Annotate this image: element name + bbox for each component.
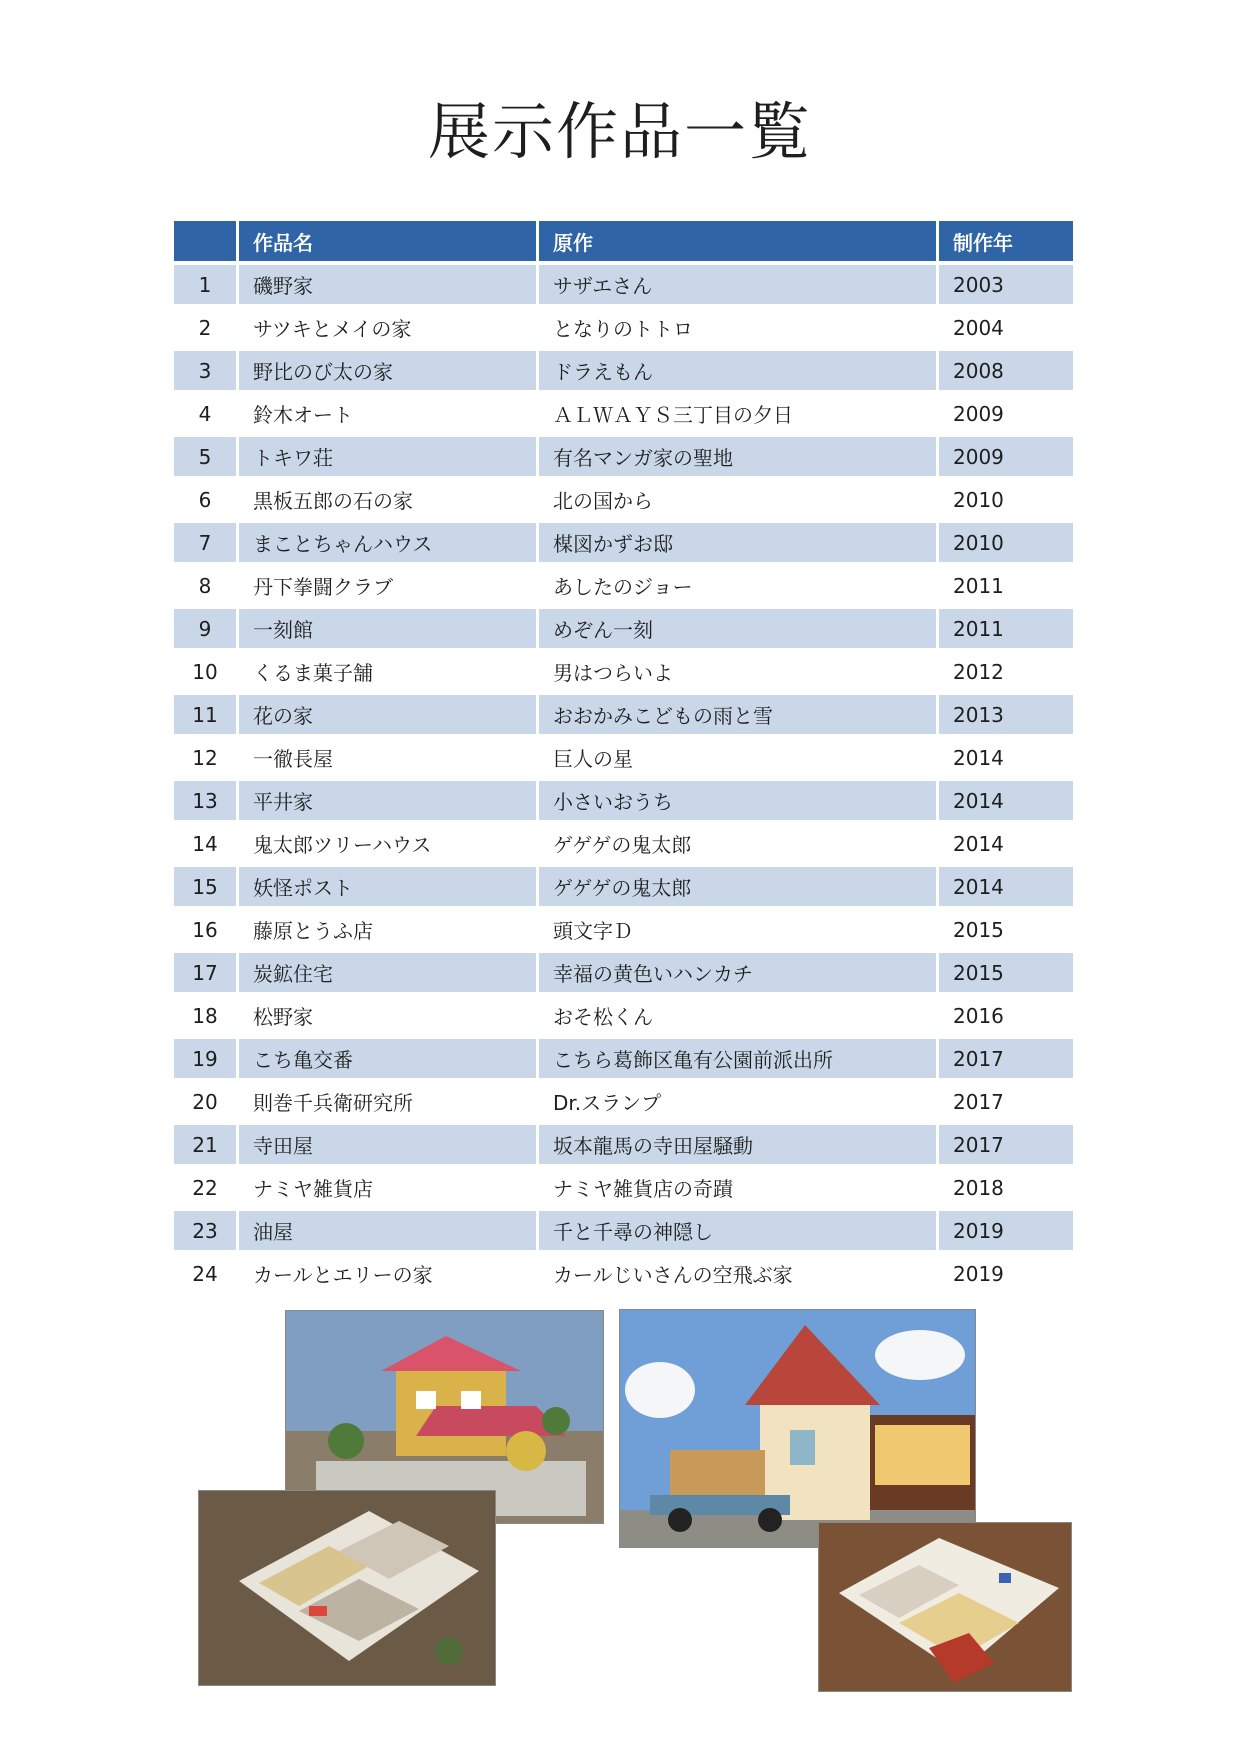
table-row <box>174 609 1073 648</box>
row-number: 12 <box>174 738 236 777</box>
work-name: 丹下拳闘クラブ <box>239 566 536 605</box>
work-name: 鬼太郎ツリーハウス <box>239 824 536 863</box>
work-name: 花の家 <box>239 695 536 734</box>
row-number: 19 <box>174 1039 236 1078</box>
row-number: 2 <box>174 308 236 347</box>
row-number: 15 <box>174 867 236 906</box>
table-row <box>174 1168 1073 1207</box>
original-title: カールじいさんの空飛ぶ家 <box>539 1254 936 1293</box>
table-row <box>174 953 1073 992</box>
work-name: 藤原とうふ店 <box>239 910 536 949</box>
row-number: 21 <box>174 1125 236 1164</box>
original-title: 頭文字Ｄ <box>539 910 936 949</box>
original-title: 小さいおうち <box>539 781 936 820</box>
original-title: 巨人の星 <box>539 738 936 777</box>
work-name: 寺田屋 <box>239 1125 536 1164</box>
original-title: 幸福の黄色いハンカチ <box>539 953 936 992</box>
header-number <box>174 221 236 261</box>
row-number: 4 <box>174 394 236 433</box>
row-number: 23 <box>174 1211 236 1250</box>
production-year: 2012 <box>939 652 1073 691</box>
original-title: 北の国から <box>539 480 936 519</box>
work-name: 野比のび太の家 <box>239 351 536 390</box>
table-row <box>174 781 1073 820</box>
row-number: 1 <box>174 265 236 304</box>
production-year: 2010 <box>939 523 1073 562</box>
production-year: 2014 <box>939 824 1073 863</box>
table-row <box>174 695 1073 734</box>
table-row <box>174 996 1073 1035</box>
work-name: 一徹長屋 <box>239 738 536 777</box>
row-number: 5 <box>174 437 236 476</box>
work-name: 黒板五郎の石の家 <box>239 480 536 519</box>
row-number: 16 <box>174 910 236 949</box>
original-title: おそ松くん <box>539 996 936 1035</box>
table-row <box>174 867 1073 906</box>
table-row <box>174 1254 1073 1293</box>
production-year: 2013 <box>939 695 1073 734</box>
page-title: 展示作品一覧 <box>427 95 812 168</box>
production-year: 2017 <box>939 1039 1073 1078</box>
photo-house-cutaway-interior <box>198 1490 496 1686</box>
work-name: 鈴木オート <box>239 394 536 433</box>
production-year: 2010 <box>939 480 1073 519</box>
table-row <box>174 738 1073 777</box>
work-name: 磯野家 <box>239 265 536 304</box>
table-row <box>174 1211 1073 1250</box>
table-row <box>174 824 1073 863</box>
row-number: 13 <box>174 781 236 820</box>
table-row <box>174 1082 1073 1121</box>
original-title: こちら葛飾区亀有公園前派出所 <box>539 1039 936 1078</box>
production-year: 2011 <box>939 566 1073 605</box>
work-name: 平井家 <box>239 781 536 820</box>
original-title: サザエさん <box>539 265 936 304</box>
work-name: くるま菓子舗 <box>239 652 536 691</box>
production-year: 2011 <box>939 609 1073 648</box>
photo-house-cutaway-japanese <box>818 1522 1072 1692</box>
work-name: 炭鉱住宅 <box>239 953 536 992</box>
work-name: 則巻千兵衛研究所 <box>239 1082 536 1121</box>
original-title: ナミヤ雑貨店の奇蹟 <box>539 1168 936 1207</box>
row-number: 7 <box>174 523 236 562</box>
production-year: 2004 <box>939 308 1073 347</box>
row-number: 24 <box>174 1254 236 1293</box>
production-year: 2015 <box>939 910 1073 949</box>
production-year: 2014 <box>939 781 1073 820</box>
work-name: カールとエリーの家 <box>239 1254 536 1293</box>
original-title: 坂本龍馬の寺田屋騒動 <box>539 1125 936 1164</box>
production-year: 2019 <box>939 1254 1073 1293</box>
original-title: 男はつらいよ <box>539 652 936 691</box>
work-name: 一刻館 <box>239 609 536 648</box>
table-header-row <box>174 221 1073 261</box>
table-row <box>174 308 1073 347</box>
production-year: 2019 <box>939 1211 1073 1250</box>
production-year: 2014 <box>939 738 1073 777</box>
original-title: 有名マンガ家の聖地 <box>539 437 936 476</box>
row-number: 9 <box>174 609 236 648</box>
row-number: 11 <box>174 695 236 734</box>
original-title: おおかみこどもの雨と雪 <box>539 695 936 734</box>
work-name: 妖怪ポスト <box>239 867 536 906</box>
original-title: 楳図かずお邸 <box>539 523 936 562</box>
work-name: まことちゃんハウス <box>239 523 536 562</box>
original-title: ゲゲゲの鬼太郎 <box>539 867 936 906</box>
table-row <box>174 566 1073 605</box>
production-year: 2009 <box>939 437 1073 476</box>
original-title: ドラえもん <box>539 351 936 390</box>
header-work-name: 作品名 <box>239 221 536 261</box>
work-name: こち亀交番 <box>239 1039 536 1078</box>
work-name: トキワ荘 <box>239 437 536 476</box>
row-number: 3 <box>174 351 236 390</box>
table-row <box>174 351 1073 390</box>
original-title: ＡＬＷＡＹＳ三丁目の夕日 <box>539 394 936 433</box>
original-title: となりのトトロ <box>539 308 936 347</box>
production-year: 2015 <box>939 953 1073 992</box>
production-year: 2018 <box>939 1168 1073 1207</box>
work-name: 油屋 <box>239 1211 536 1250</box>
table-row <box>174 910 1073 949</box>
work-name: ナミヤ雑貨店 <box>239 1168 536 1207</box>
row-number: 10 <box>174 652 236 691</box>
original-title: Dr.スランプ <box>539 1082 936 1121</box>
table-row <box>174 437 1073 476</box>
production-year: 2003 <box>939 265 1073 304</box>
row-number: 17 <box>174 953 236 992</box>
row-number: 18 <box>174 996 236 1035</box>
works-table <box>171 217 1076 1297</box>
original-title: ゲゲゲの鬼太郎 <box>539 824 936 863</box>
production-year: 2014 <box>939 867 1073 906</box>
table-row <box>174 523 1073 562</box>
production-year: 2017 <box>939 1082 1073 1121</box>
row-number: 22 <box>174 1168 236 1207</box>
table-row <box>174 1125 1073 1164</box>
header-year: 制作年 <box>939 221 1073 261</box>
work-name: サツキとメイの家 <box>239 308 536 347</box>
original-title: あしたのジョー <box>539 566 936 605</box>
table-row <box>174 652 1073 691</box>
original-title: 千と千尋の神隠し <box>539 1211 936 1250</box>
table-row <box>174 1039 1073 1078</box>
row-number: 14 <box>174 824 236 863</box>
production-year: 2009 <box>939 394 1073 433</box>
table-row <box>174 480 1073 519</box>
table-row <box>174 265 1073 304</box>
production-year: 2016 <box>939 996 1073 1035</box>
original-title: めぞん一刻 <box>539 609 936 648</box>
row-number: 8 <box>174 566 236 605</box>
row-number: 20 <box>174 1082 236 1121</box>
production-year: 2008 <box>939 351 1073 390</box>
row-number: 6 <box>174 480 236 519</box>
header-original: 原作 <box>539 221 936 261</box>
production-year: 2017 <box>939 1125 1073 1164</box>
table-row <box>174 394 1073 433</box>
work-name: 松野家 <box>239 996 536 1035</box>
photo-house-exterior-truck <box>619 1309 976 1548</box>
